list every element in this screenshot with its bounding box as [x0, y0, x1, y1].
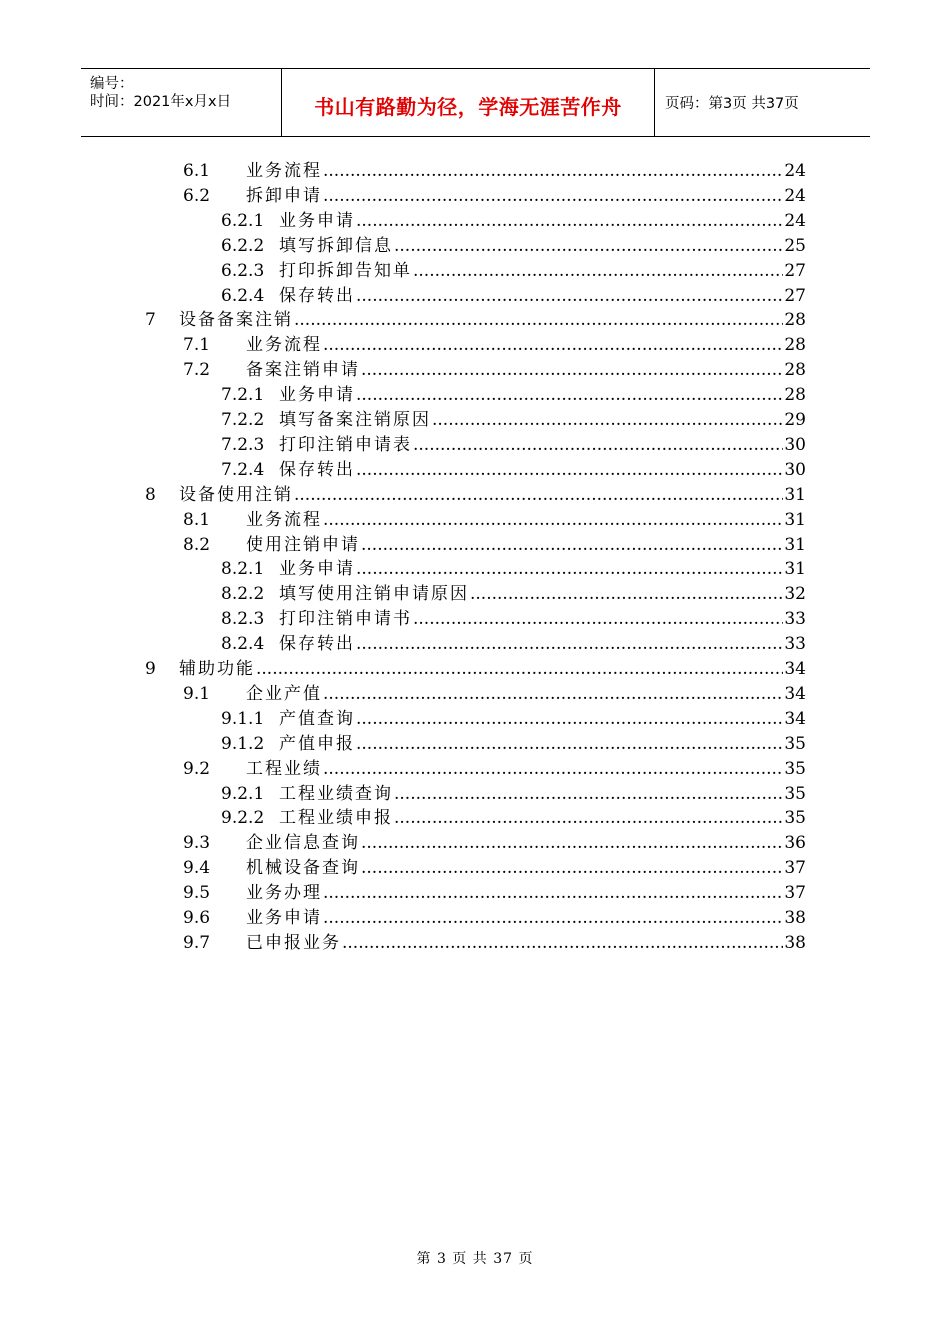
toc-entry-number: 7.2.3	[221, 434, 265, 455]
toc-entry-title: 产值查询	[279, 708, 355, 729]
toc-dot-leader	[432, 408, 783, 432]
toc-entry-number: 6.2.4	[221, 285, 265, 306]
toc-entry-page: 38	[784, 932, 806, 953]
toc-entry[interactable]	[145, 657, 806, 681]
toc-entry-page: 35	[784, 758, 806, 779]
toc-entry-number: 9.3	[183, 833, 211, 854]
toc-dot-leader	[394, 782, 783, 806]
toc-entry[interactable]	[183, 881, 806, 905]
toc-entry-page: 30	[784, 459, 806, 480]
toc-entry-page: 25	[784, 235, 806, 256]
toc-entry[interactable]	[221, 234, 806, 258]
toc-entry-number: 9.2.1	[221, 783, 265, 804]
toc-entry-number: 8.2.2	[221, 584, 265, 605]
toc-entry-title: 业务申请	[279, 210, 355, 231]
toc-entry-number: 7.2.1	[221, 385, 265, 406]
toc-dot-leader	[356, 732, 783, 756]
toc-entry-title: 业务流程	[246, 509, 322, 530]
toc-entry[interactable]	[221, 732, 806, 756]
toc-entry[interactable]	[183, 508, 806, 532]
toc-entry-title: 设备备案注销	[179, 310, 293, 331]
toc-entry-page: 37	[784, 883, 806, 904]
toc-entry-page: 37	[784, 858, 806, 879]
toc-entry-title: 保存转出	[279, 459, 355, 480]
toc-entry[interactable]	[221, 806, 806, 830]
toc-entry-page: 27	[784, 260, 806, 281]
toc-entry-number: 9.7	[183, 932, 211, 953]
toc-entry-number: 9.1.1	[221, 708, 265, 729]
toc-entry-page: 28	[784, 360, 806, 381]
toc-dot-leader	[342, 931, 783, 955]
toc-entry-page: 35	[784, 783, 806, 804]
toc-dot-leader	[323, 159, 783, 183]
toc-entry[interactable]	[221, 209, 806, 233]
toc-entry-number: 8.2	[183, 534, 211, 555]
toc-entry-page: 38	[784, 908, 806, 928]
toc-entry-number: 8	[145, 484, 156, 505]
page-footer: 第 3 页 共 37 页	[416, 1251, 534, 1267]
toc-entry-page: 34	[784, 708, 806, 729]
toc-entry[interactable]	[183, 906, 806, 930]
toc-entry[interactable]	[183, 184, 806, 208]
toc-entry-title: 填写使用注销申请原因	[279, 584, 469, 605]
toc-entry[interactable]	[183, 159, 806, 183]
toc-entry-number: 7.2.2	[221, 410, 265, 430]
toc-entry[interactable]	[221, 408, 806, 432]
toc-entry[interactable]	[221, 707, 806, 731]
toc-entry-number: 9.5	[183, 883, 211, 904]
doc-time-label: 时间：2021年x月x日	[90, 94, 232, 110]
toc-entry-page: 31	[784, 534, 806, 555]
toc-entry[interactable]	[183, 533, 806, 557]
toc-entry-page: 36	[784, 833, 806, 854]
toc-entry-number: 8.1	[183, 509, 211, 530]
toc-entry-number: 6.2.2	[221, 235, 265, 256]
toc-entry-title: 业务流程	[246, 161, 322, 181]
toc-dot-leader	[356, 707, 783, 731]
toc-entry-title: 产值申报	[279, 733, 355, 754]
toc-entry-number: 6.2	[183, 185, 211, 206]
toc-entry[interactable]	[221, 557, 806, 581]
toc-entry-title: 工程业绩申报	[279, 808, 393, 829]
toc-dot-leader	[323, 881, 783, 905]
toc-entry-title: 打印注销申请书	[279, 609, 412, 630]
toc-dot-leader	[361, 856, 783, 880]
toc-entry[interactable]	[221, 284, 806, 308]
toc-entry-page: 24	[784, 210, 806, 231]
toc-entry-number: 6.2.1	[221, 210, 265, 231]
toc-dot-leader	[323, 184, 783, 208]
toc-entry-title: 业务流程	[246, 335, 322, 356]
toc-entry-title: 设备使用注销	[179, 484, 293, 505]
toc-entry-title: 打印注销申请表	[279, 434, 412, 455]
toc-entry-number: 9.2.2	[221, 808, 265, 829]
toc-entry-title: 拆卸申请	[246, 185, 322, 206]
toc-entry-title: 业务申请	[246, 908, 322, 928]
toc-entry-title: 机械设备查询	[246, 858, 360, 879]
toc-entry-title: 备案注销申请	[246, 360, 360, 381]
toc-dot-leader	[470, 582, 783, 606]
toc-entry[interactable]	[221, 458, 806, 482]
toc-entry-number: 7.2.4	[221, 459, 265, 480]
toc-dot-leader	[413, 607, 783, 631]
header-page-info: 页码：第3页 共37页	[665, 96, 799, 112]
toc-entry-title: 业务办理	[246, 883, 322, 904]
toc-entry[interactable]	[145, 308, 806, 332]
toc-entry-page: 31	[784, 484, 806, 505]
doc-number-label: 编号：	[90, 76, 134, 92]
toc-entry-title: 工程业绩查询	[279, 783, 393, 804]
toc-entry-number: 9.1	[183, 683, 211, 704]
toc-entry-page: 28	[784, 310, 806, 331]
toc-entry-number: 7	[145, 310, 156, 331]
toc-dot-leader	[394, 806, 783, 830]
header-motto-cell	[282, 69, 655, 136]
toc-entry[interactable]	[221, 433, 806, 457]
toc-entry-page: 33	[784, 609, 806, 630]
toc-entry-title: 工程业绩	[246, 758, 322, 779]
toc-dot-leader	[323, 508, 783, 532]
toc-entry[interactable]	[221, 607, 806, 631]
toc-entry-page: 24	[784, 161, 806, 181]
toc-entry-page: 34	[784, 659, 806, 679]
toc-entry-page: 31	[784, 509, 806, 530]
toc-entry-title: 使用注销申请	[246, 534, 360, 555]
header-page-cell	[655, 69, 870, 136]
toc-dot-leader	[323, 906, 783, 930]
toc-dot-leader	[323, 757, 783, 781]
toc-dot-leader	[413, 259, 783, 283]
toc-dot-leader	[356, 458, 783, 482]
toc-entry[interactable]	[183, 333, 806, 357]
toc-entry[interactable]	[221, 782, 806, 806]
toc-dot-leader	[361, 533, 783, 557]
toc-entry-title: 辅助功能	[179, 659, 255, 679]
toc-entry[interactable]	[145, 483, 806, 507]
toc-entry[interactable]	[221, 582, 806, 606]
toc-entry-number: 8.2.4	[221, 634, 265, 655]
toc-entry-number: 6.1	[183, 161, 211, 181]
toc-dot-leader	[356, 632, 783, 656]
toc-entry-number: 9.4	[183, 858, 211, 879]
toc-entry[interactable]	[183, 831, 806, 855]
toc-entry-page: 35	[784, 733, 806, 754]
toc-entry-number: 9	[145, 659, 156, 679]
toc-dot-leader	[356, 557, 783, 581]
toc-dot-leader	[356, 284, 783, 308]
toc-entry-page: 30	[784, 434, 806, 455]
toc-entry-title: 保存转出	[279, 634, 355, 655]
toc-dot-leader	[356, 209, 783, 233]
toc-entry-title: 填写备案注销原因	[279, 410, 431, 430]
toc-entry-title: 填写拆卸信息	[279, 235, 393, 256]
toc-dot-leader	[361, 358, 783, 382]
toc-entry-title: 已申报业务	[246, 932, 341, 953]
toc-entry-page: 27	[784, 285, 806, 306]
toc-dot-leader	[323, 333, 783, 357]
toc-entry-page: 34	[784, 683, 806, 704]
toc-dot-leader	[294, 308, 783, 332]
toc-entry-number: 7.1	[183, 335, 211, 356]
toc-entry-title: 企业信息查询	[246, 833, 360, 854]
toc-entry-page: 29	[784, 410, 806, 430]
toc-entry[interactable]	[183, 931, 806, 955]
toc-dot-leader	[413, 433, 783, 457]
toc-entry-number: 9.6	[183, 908, 211, 928]
toc-entry-number: 6.2.3	[221, 260, 265, 281]
toc-entry-number: 8.2.1	[221, 559, 265, 580]
toc-entry-title: 业务申请	[279, 385, 355, 406]
page-header	[81, 68, 870, 137]
toc-entry-page: 28	[784, 385, 806, 406]
toc-entry-page: 28	[784, 335, 806, 356]
toc-entry-page: 32	[784, 584, 806, 605]
toc-entry[interactable]	[183, 682, 806, 706]
toc-entry[interactable]	[221, 259, 806, 283]
header-meta-cell	[81, 69, 282, 136]
toc-entry[interactable]	[183, 856, 806, 880]
toc-entry-number: 7.2	[183, 360, 211, 381]
toc-dot-leader	[361, 831, 783, 855]
toc-entry-page: 33	[784, 634, 806, 655]
toc-entry-title: 打印拆卸告知单	[279, 260, 412, 281]
toc-dot-leader	[256, 657, 783, 681]
toc-entry-title: 业务申请	[279, 559, 355, 580]
toc-entry-title: 企业产值	[246, 683, 322, 704]
toc-entry-title: 保存转出	[279, 285, 355, 306]
toc-dot-leader	[294, 483, 783, 507]
toc-dot-leader	[394, 234, 783, 258]
toc-entry[interactable]	[183, 358, 806, 382]
toc-entry-number: 8.2.3	[221, 609, 265, 630]
toc-entry-number: 9.2	[183, 758, 211, 779]
toc-entry[interactable]	[221, 383, 806, 407]
toc-dot-leader	[356, 383, 783, 407]
toc-entry-page: 31	[784, 559, 806, 580]
toc-entry-page: 35	[784, 808, 806, 829]
toc-entry-page: 24	[784, 185, 806, 206]
toc-entry[interactable]	[183, 757, 806, 781]
toc-entry-number: 9.1.2	[221, 733, 265, 754]
header-motto: 书山有路勤为径，学海无涯苦作舟	[314, 95, 622, 119]
toc-entry[interactable]	[221, 632, 806, 656]
toc-dot-leader	[323, 682, 783, 706]
